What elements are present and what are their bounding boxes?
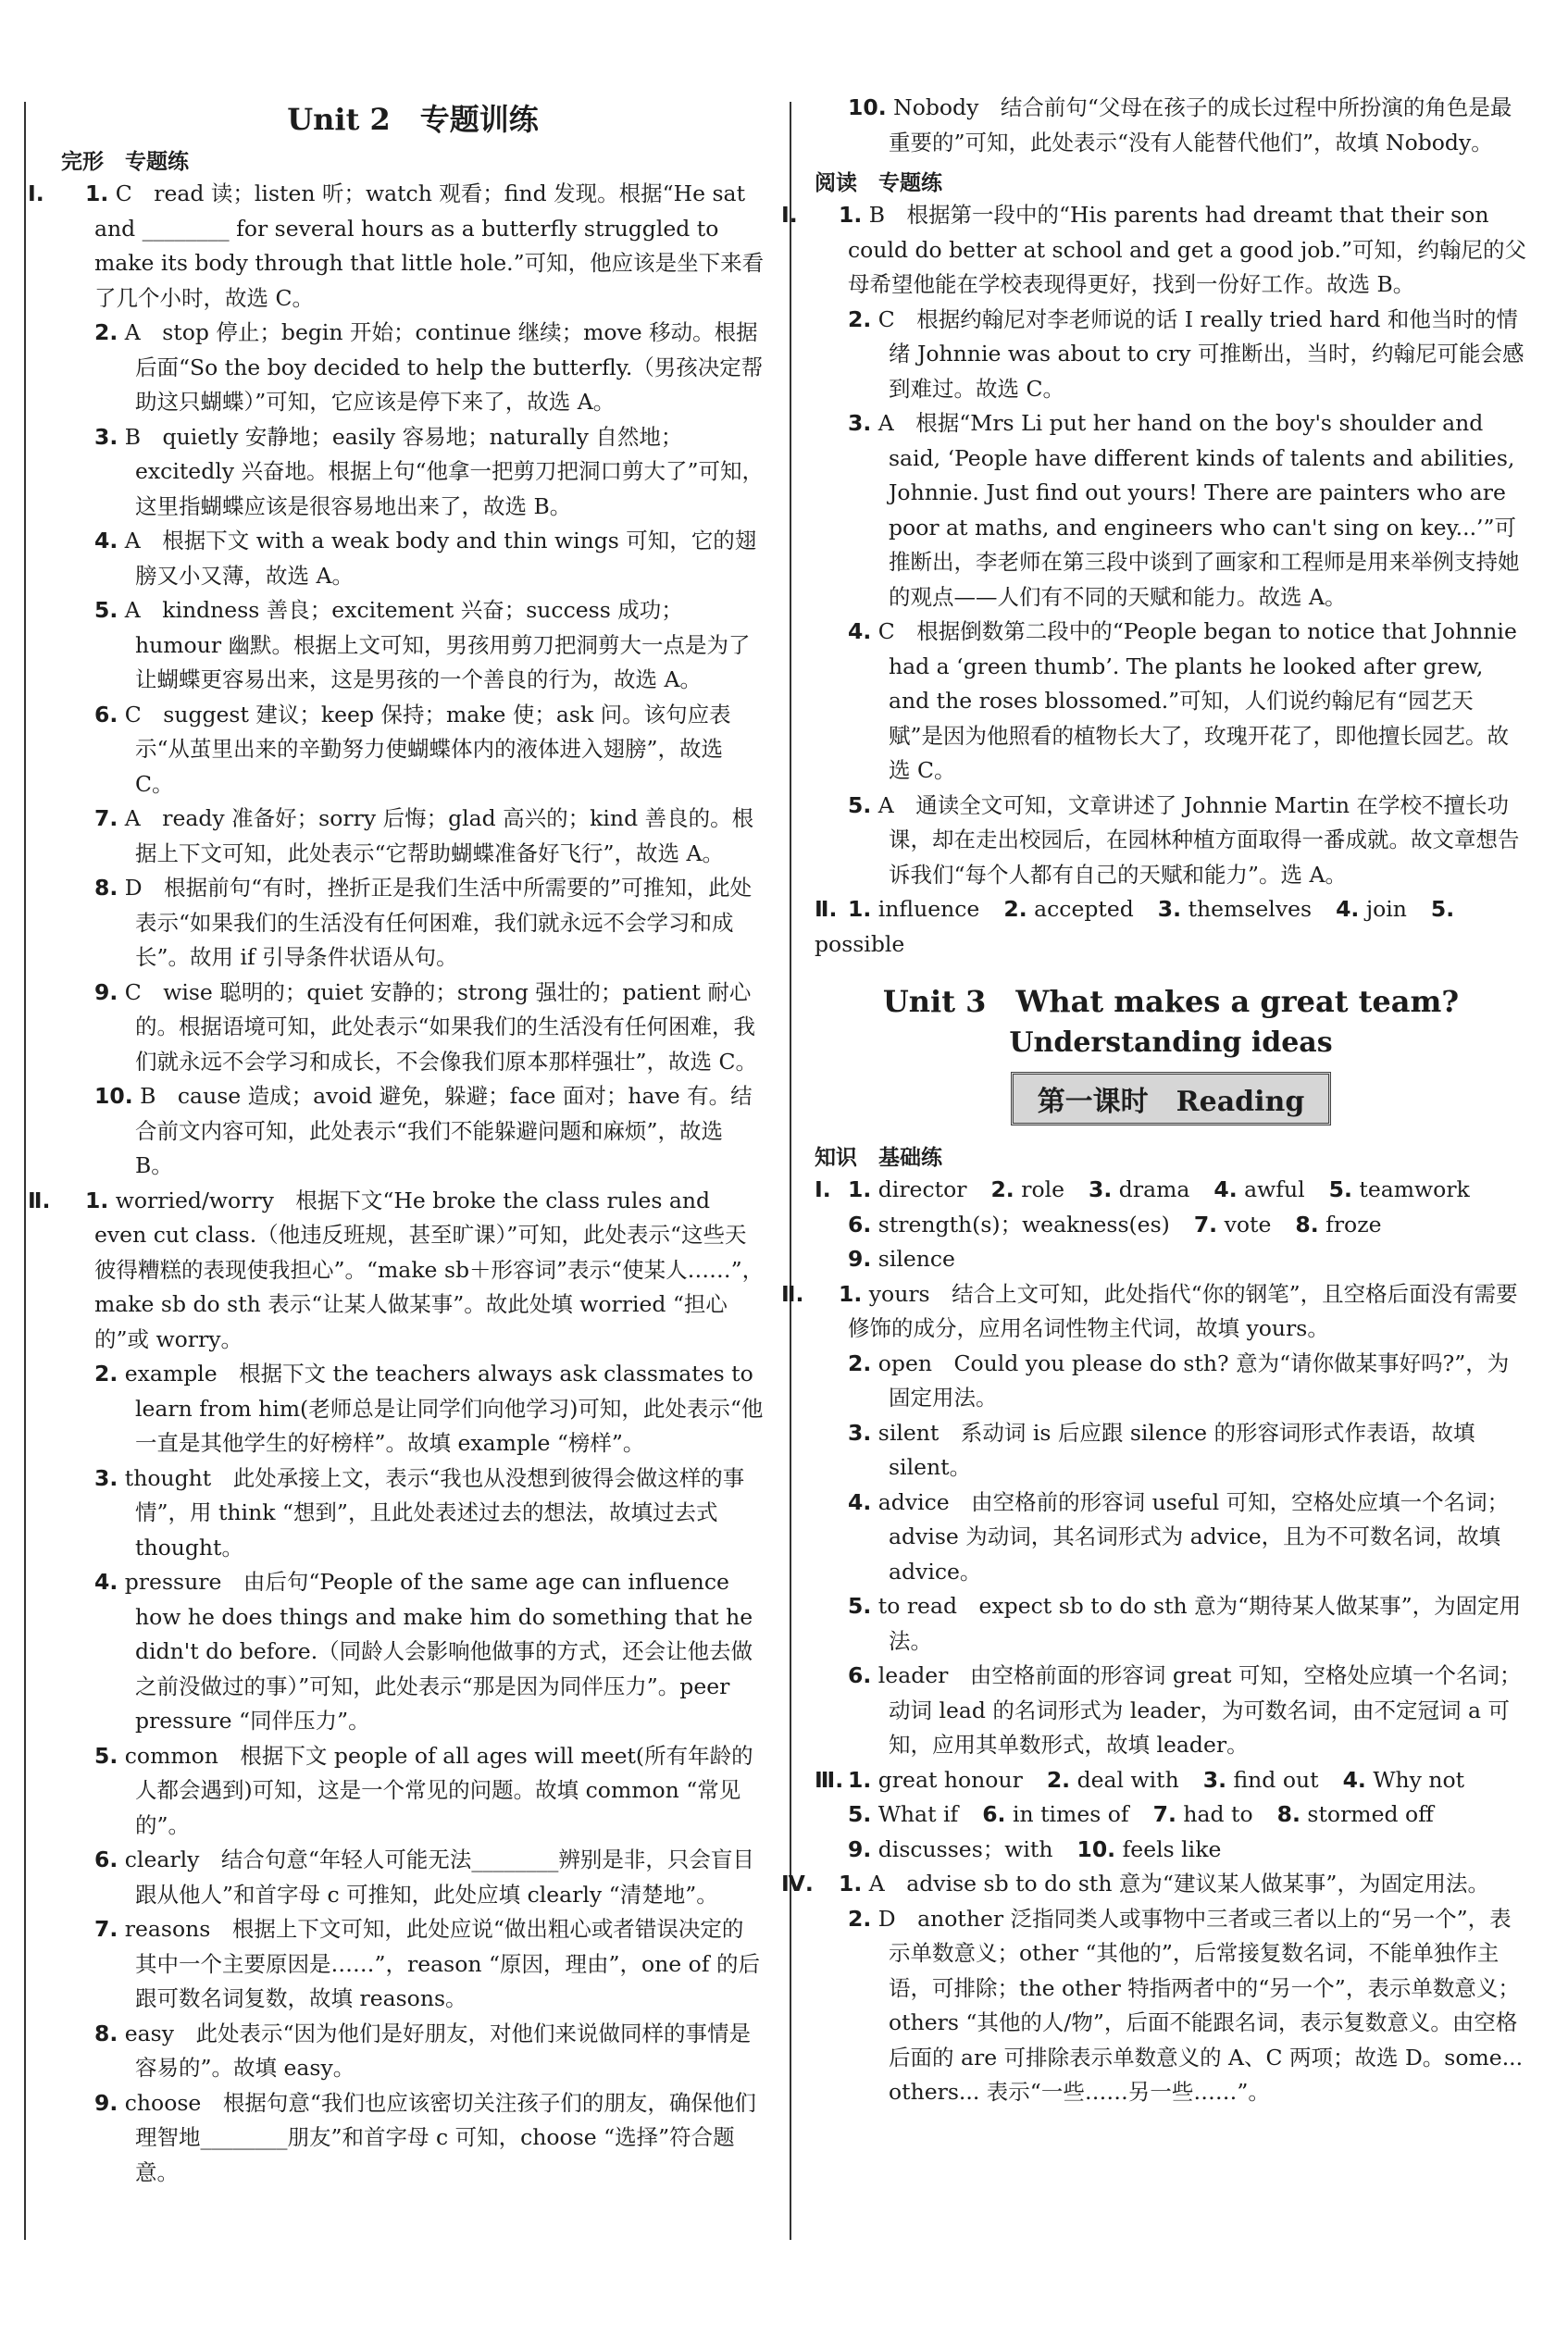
answer-text: A stop 停止；begin 开始；continue 继续；move 移动。根据后面“So the boy decided to help the butterfly.（男孩决定帮助这只蝴蝶）”可知，它应该是停下来了，故选 A。	[124, 319, 764, 415]
answer-text: B cause 造成；avoid 避免，躲避；face 面对；have 有。结合前文内容可知，此处表示“我们不能躲避问题和麻烦”，故选 B。	[135, 1083, 753, 1178]
answer-text: find out	[1233, 1766, 1319, 1793]
answer-text: in times of	[1012, 1801, 1129, 1827]
unit3-title: Unit 3 What makes a great team?	[882, 984, 1460, 1019]
answer-text: clearly 结合句意“年轻人可能无法________辨别是非，只会盲目跟从他人”和首字母 c 可推知，此处应填 clearly “清楚地”。	[124, 1847, 754, 1908]
answer-entry	[61, 593, 765, 698]
answer-text: stormed off	[1307, 1801, 1434, 1827]
item-number: 6.	[848, 1211, 872, 1237]
left-column	[28, 91, 765, 2190]
item-number: 1.	[848, 1176, 872, 1202]
item-number: 3.	[848, 410, 872, 436]
item-number: 8.	[1276, 1801, 1300, 1827]
short-answer-row	[815, 1797, 1527, 1833]
answer-entry	[815, 1659, 1527, 1763]
answer-entry	[61, 1461, 765, 1566]
item-number: 10.	[94, 1083, 133, 1109]
item-number: 4.	[94, 1569, 118, 1595]
unit3-subtitle: Understanding ideas	[1009, 1026, 1333, 1059]
item-number: 4.	[1342, 1766, 1366, 1793]
column-divider	[790, 102, 791, 2240]
answer-text: yours 结合上文可知，此处指代“你的钢笔”，且空格后面没有需要修饰的成分，应用名词性物主代词，故填 yours。	[848, 1280, 1518, 1341]
answer-text: drama	[1118, 1176, 1190, 1202]
answer-text: influence	[877, 896, 980, 922]
fill-answers-continued	[815, 91, 1527, 160]
answer-text: A 根据“Mrs Li put her hand on the boy's shoulder and said, ‘People have different kinds of talents and abilities, Johnnie. Just find out yours! There are painters who are poor at maths, and engineers who can't sing on key...’”可推断出，李老师在第三段中谈到了画家和工程师是用来举例支持她的观点——人们有不同的天赋和能力。故选 A。	[877, 410, 1520, 610]
answer-text: deal with	[1076, 1766, 1179, 1793]
answer-text: C suggest 建议；keep 保持；make 使；ask 问。该句应表示“从茧里出来的辛勤努力使蝴蝶体内的液体进入翅膀”，故选 C。	[124, 701, 731, 797]
answer-text: C wise 聪明的；quiet 安静的；strong 强壮的；patient 耐心的。根据语境可知，此处表示“如果我们的生活没有任何困难，我们就永远不会学习和成长，不会像我们原本那样强壮”，故选 C。	[124, 978, 757, 1075]
item-number: 5.	[848, 1593, 872, 1619]
item-number: 2.	[990, 1176, 1014, 1202]
item-number: 5.	[848, 791, 872, 818]
answer-text: possible	[815, 930, 905, 957]
item-number: 3.	[1089, 1176, 1113, 1202]
roman-numeral: Ⅱ.	[28, 1187, 51, 1213]
item-number: 8.	[94, 2020, 118, 2046]
answer-entry	[61, 420, 765, 525]
item-number: 1.	[85, 1187, 109, 1213]
answer-text: feels like	[1122, 1835, 1222, 1862]
answer-text: C 根据约翰尼对李老师说的话 I really tried hard 和他当时的情绪 Johnnie was about to cry 可推断出，当时，约翰尼可能会感到难过。故选 C。	[877, 305, 1524, 402]
item-number: 3.	[94, 1464, 118, 1491]
item-number: 9.	[848, 1835, 872, 1862]
answer-text: strength(s)；weakness(es)	[877, 1211, 1170, 1237]
short-answer-item	[1194, 1212, 1272, 1237]
answer-entry	[61, 524, 765, 593]
answer-text: Why not	[1373, 1766, 1465, 1793]
short-answer-item	[1153, 1801, 1253, 1827]
item-number: 9.	[848, 1246, 872, 1272]
answer-text: awful	[1244, 1176, 1305, 1202]
item-number: 1.	[839, 202, 863, 228]
answer-entry	[781, 1277, 1527, 1347]
short-answer-item	[1213, 1176, 1304, 1202]
answer-text: A kindness 善良；excitement 兴奋；success 成功；humour 幽默。根据上文可知，男孩用剪刀把洞剪大一点是为了让蝴蝶更容易出来，这是男孩的一个善良的行为，故选 A。	[124, 597, 751, 692]
answer-entry	[781, 1867, 1527, 1902]
item-number: 4.	[1213, 1176, 1238, 1202]
answer-text: example 根据下文 the teachers always ask classmates to learn from him(老师总是让同学们向他学习)可知，此处表示“他一直是其他学生的好榜样”。故填 example “榜样”。	[124, 1361, 764, 1456]
answer-text: discusses；with	[877, 1835, 1053, 1862]
answer-text: B 根据第一段中的“His parents had dreamt that their son could do better at school and get a good job.”可知，约翰尼的父母希望他能在学校表现得更好，找到一份好工作。故选 B。	[848, 202, 1526, 297]
unit2-title: Unit 2 专题训练	[287, 102, 539, 137]
fill-answers	[28, 1184, 765, 2191]
item-number: 4.	[848, 618, 872, 644]
roman-numeral: Ⅱ.	[815, 896, 838, 922]
item-number: 1.	[848, 896, 872, 922]
answer-text: silent 系动词 is 后应跟 silence 的形容词形式作表语，故填 silent。	[877, 1419, 1475, 1480]
answer-text: A advise sb to do sth 意为“建议某人做某事”，为固定用法。	[868, 1871, 1489, 1897]
answer-text: common 根据下文 people of all ages will meet(所有年龄的人都会遇到)可知，这是一个常见的问题。故填 common “常见的”。	[124, 1742, 753, 1838]
short-answer-item	[848, 1212, 1170, 1237]
answer-text: vote	[1224, 1211, 1272, 1237]
lesson-label: 第一课时 Reading	[1011, 1072, 1332, 1125]
item-number: 2.	[94, 1361, 118, 1387]
answer-entry	[61, 802, 765, 871]
answer-entry	[815, 303, 1527, 407]
item-number: 9.	[94, 978, 118, 1005]
short-answer-item	[848, 1836, 1052, 1862]
roman-numeral: Ⅰ.	[815, 1176, 831, 1202]
answer-entry	[61, 1565, 765, 1739]
answer-text: froze	[1325, 1211, 1382, 1237]
short-answer-row	[815, 1763, 1527, 1798]
answer-entry	[61, 2017, 765, 2086]
knowledge-part1-answers	[815, 1173, 1527, 1277]
answer-text: to read expect sb to do sth 意为“期待某人做某事”，为固定用法。	[877, 1593, 1522, 1654]
short-answer-item	[1336, 896, 1407, 922]
answer-entry	[61, 1357, 765, 1461]
answer-text: choose 根据句意“我们也应该密切关注孩子们的朋友，确保他们理智地________朋友”和首字母 c 可知，choose “选择”符合题意。	[124, 2089, 756, 2185]
answer-text: accepted	[1034, 896, 1134, 922]
answer-entry	[815, 1486, 1527, 1590]
item-number: 3.	[1157, 896, 1182, 922]
answer-text: leader 由空格前面的形容词 great 可知，空格处应填一个名词；动词 lead 的名词形式为 leader，为可数名词，由不定冠词 a 可知，应用其单数形式，故填 leader。	[877, 1662, 1522, 1758]
answer-text: B quietly 安静地；easily 容易地；naturally 自然地；excitedly 兴奋地。根据上句“他拿一把剪刀把洞口剪大了”可知，这里指蝴蝶应该是很容易地出来了，故选 B。	[124, 423, 765, 519]
item-number: 3.	[94, 423, 118, 450]
short-answer-item	[990, 1176, 1064, 1202]
item-number: 5.	[94, 597, 118, 623]
answer-entry	[815, 1416, 1527, 1486]
answer-text: pressure 由后句“People of the same age can influence how he does things and make him do something that he didn't do before.（同龄人会影响他做事的方式，还会让他去做之前没做过的事）”可知，此处表示“那是因为同伴压力”。peer pressure “同伴压力”。	[124, 1569, 753, 1734]
answer-text: teamwork	[1359, 1176, 1470, 1202]
answer-entry	[815, 1589, 1527, 1659]
item-number: 1.	[839, 1871, 863, 1897]
lesson-box-wrap	[815, 1072, 1527, 1125]
cloze-answers	[28, 177, 765, 1184]
short-answer-item	[1089, 1176, 1189, 1202]
item-number: 2.	[848, 1349, 872, 1376]
roman-numeral: Ⅱ.	[781, 1280, 804, 1307]
answer-text: thought 此处承接上文，表示“我也从没想到彼得会做这样的事情”，用 think “想到”，且此处表述过去的想法，故填过去式 thought。	[124, 1464, 745, 1561]
item-number: 6.	[982, 1801, 1006, 1827]
answer-text: C 根据倒数第二段中的“People began to notice that Johnnie had a ‘green thumb’. The plants he looked after grew, and the roses blossomed.”可知，人们说约翰尼有“园艺天赋”是因为他照看的植物长大了，玫瑰开花了，即他擅长园艺。故选 C。	[877, 618, 1517, 783]
short-answer-item	[1295, 1212, 1381, 1237]
cloze-section-heading: 完形 专题练	[61, 150, 189, 174]
item-number: 2.	[94, 319, 118, 345]
knowledge-section-heading: 知识 基础练	[815, 1146, 942, 1170]
item-number: 7.	[1152, 1801, 1176, 1827]
item-number: 1.	[839, 1280, 863, 1307]
knowledge-part3-answers	[815, 1763, 1527, 1868]
item-number: 5.	[1328, 1176, 1352, 1202]
answer-entry	[815, 789, 1527, 893]
answer-text: A ready 准备好；sorry 后悔；glad 高兴的；kind 善良的。根据上下文可知，此处表示“它帮助蝴蝶准备好飞行”，故选 A。	[124, 805, 754, 866]
short-answer-row	[815, 1173, 1527, 1208]
item-number: 2.	[848, 305, 872, 332]
answer-text: reasons 根据上下文可知，此处应说“做出粗心或者错误决定的其中一个主要原因是……”，reason “原因，理由”，one of 的后跟可数名词复数，故填 reasons。	[124, 1916, 760, 2011]
item-number: 5.	[94, 1742, 118, 1769]
answer-entry	[61, 871, 765, 976]
answer-entry	[28, 177, 765, 316]
short-answer-item	[982, 1801, 1128, 1827]
answer-text: great honour	[877, 1766, 1023, 1793]
short-answer-item	[848, 896, 979, 922]
answer-text: join	[1365, 896, 1407, 922]
answer-entry	[61, 316, 765, 420]
item-number: 1.	[85, 180, 109, 206]
item-number: 8.	[1295, 1211, 1319, 1237]
answer-text: themselves	[1188, 896, 1313, 922]
roman-numeral: Ⅰ.	[28, 180, 44, 206]
short-answer-item	[848, 1767, 1023, 1793]
answer-text: open Could you please do sth? 意为“请你做某事好吗?”，为固定用法。	[877, 1349, 1510, 1411]
short-answer-item	[1076, 1836, 1221, 1862]
answer-entry	[61, 976, 765, 1080]
knowledge-part4-answers	[781, 1867, 1527, 2110]
roman-numeral: Ⅲ.	[815, 1766, 844, 1793]
item-number: 4.	[1336, 896, 1360, 922]
item-number: 6.	[848, 1662, 872, 1688]
answer-text: had to	[1183, 1801, 1253, 1827]
answer-text: director	[877, 1176, 967, 1202]
answer-text: A 根据下文 with a weak body and thin wings 可知，它的翅膀又小又薄，故选 A。	[124, 528, 757, 589]
item-number: 8.	[94, 875, 118, 901]
item-number: 6.	[94, 701, 118, 728]
answer-entry	[61, 1843, 765, 1912]
short-answer-item	[1047, 1767, 1179, 1793]
item-number: 10.	[1076, 1835, 1116, 1862]
item-number: 10.	[848, 94, 887, 120]
answer-text: C read 读；listen 听；watch 观看；find 发现。根据“He sat and ________ for several hours as a butterfly struggled to make its body through that little hole.”可知，他应该是坐下来看了几个小时，故选 C。	[94, 180, 765, 311]
item-number: 7.	[94, 805, 118, 831]
short-answer-item	[1003, 896, 1133, 922]
answer-text: silence	[877, 1246, 955, 1272]
answer-entry	[61, 1079, 765, 1184]
answer-text: advice 由空格前的形容词 useful 可知，空格处应填一个名词；advise 为动词，其名词形式为 advice，且为不可数名词，故填 advice。	[877, 1488, 1510, 1585]
answer-entry	[815, 406, 1527, 615]
answer-text: worried/worry 根据下文“He broke the class rules and even cut class.（他违反班规，甚至旷课）”可知，此处表示“这些天彼得糟糕的表现使我担心”。“make sb＋形容词”表示“使某人……”，make sb do sth 表示“让某人做某事”。故此处填 worried “担心的”或 worry。	[94, 1187, 765, 1352]
short-answer-item	[1158, 896, 1312, 922]
answer-entry	[815, 1902, 1527, 2110]
answer-entry	[815, 91, 1527, 160]
item-number: 5.	[1430, 896, 1455, 922]
item-number: 3.	[848, 1419, 872, 1446]
roman-numeral: Ⅰ.	[781, 202, 798, 228]
short-answer-item	[848, 1801, 958, 1827]
answer-entry	[61, 1912, 765, 2017]
short-answer-item	[1277, 1801, 1434, 1827]
answer-entry	[61, 1739, 765, 1844]
item-number: 9.	[94, 2089, 118, 2116]
right-column	[781, 91, 1527, 2110]
short-answer-item	[848, 1246, 955, 1272]
item-number: 2.	[848, 1905, 872, 1932]
answer-text: Nobody 结合前句“父母在孩子的成长过程中所扮演的角色是最重要的”可知，此处表示“没有人能替代他们”，故填 Nobody。	[889, 94, 1512, 155]
short-answer-row	[815, 1833, 1527, 1868]
answer-entry	[61, 698, 765, 802]
short-answer-item	[1203, 1767, 1319, 1793]
answer-text: role	[1021, 1176, 1065, 1202]
item-number: 7.	[94, 1916, 118, 1942]
short-answer-item	[848, 1176, 966, 1202]
item-number: 4.	[848, 1488, 872, 1515]
knowledge-part2-answers	[781, 1277, 1527, 1763]
item-number: 2.	[1046, 1766, 1071, 1793]
reading-part2-answers	[815, 892, 1527, 962]
item-number: 5.	[848, 1801, 872, 1827]
short-answer-row	[815, 892, 1527, 962]
item-number: 2.	[1003, 896, 1027, 922]
item-number: 4.	[94, 528, 118, 553]
left-margin-rule	[24, 102, 26, 2240]
answer-entry	[815, 1347, 1527, 1416]
reading-section-heading: 阅读 专题练	[815, 171, 942, 195]
item-number: 1.	[848, 1766, 872, 1793]
answer-text: A 通读全文可知，文章讲述了 Johnnie Martin 在学校不擅长功课，却在走出校园后，在园林种植方面取得一番成就。故文章想告诉我们“每个人都有自己的天赋和能力”。选 A。	[877, 791, 1520, 888]
short-answer-item	[1343, 1767, 1465, 1793]
short-answer-row	[815, 1242, 1527, 1277]
answer-entry	[61, 2086, 765, 2191]
item-number: 3.	[1202, 1766, 1227, 1793]
answer-entry	[28, 1184, 765, 1358]
item-number: 7.	[1193, 1211, 1218, 1237]
answer-entry	[781, 198, 1527, 303]
answer-text: What if	[877, 1801, 959, 1827]
answer-entry	[815, 615, 1527, 789]
short-answer-row	[815, 1208, 1527, 1243]
item-number: 6.	[94, 1847, 118, 1872]
roman-numeral: Ⅳ.	[781, 1871, 814, 1897]
short-answer-item	[1329, 1176, 1470, 1202]
answer-text: D 根据前句“有时，挫折正是我们生活中所需要的”可推知，此处表示“如果我们的生活没有任何困难，我们就永远不会学习和成长”。故用 if 引导条件状语从句。	[124, 875, 753, 970]
reading-answers	[781, 198, 1527, 892]
answer-text: easy 此处表示“因为他们是好朋友，对他们来说做同样的事情是容易的”。故填 easy。	[124, 2020, 752, 2081]
answer-text: D another 泛指同类人或事物中三者或三者以上的“另一个”，表示单数意义；other “其他的”，后常接复数名词，不能单独作主语，可排除；the other 特指两者中的“另一个”，表示单数意义；others “其他的人/物”，后面不能跟名词，表示复数意义。由空格后面的 are 可排除表示单数意义的 A、C 两项；故选 D。some... others... 表示“一些……另一些……”。	[877, 1905, 1524, 2105]
